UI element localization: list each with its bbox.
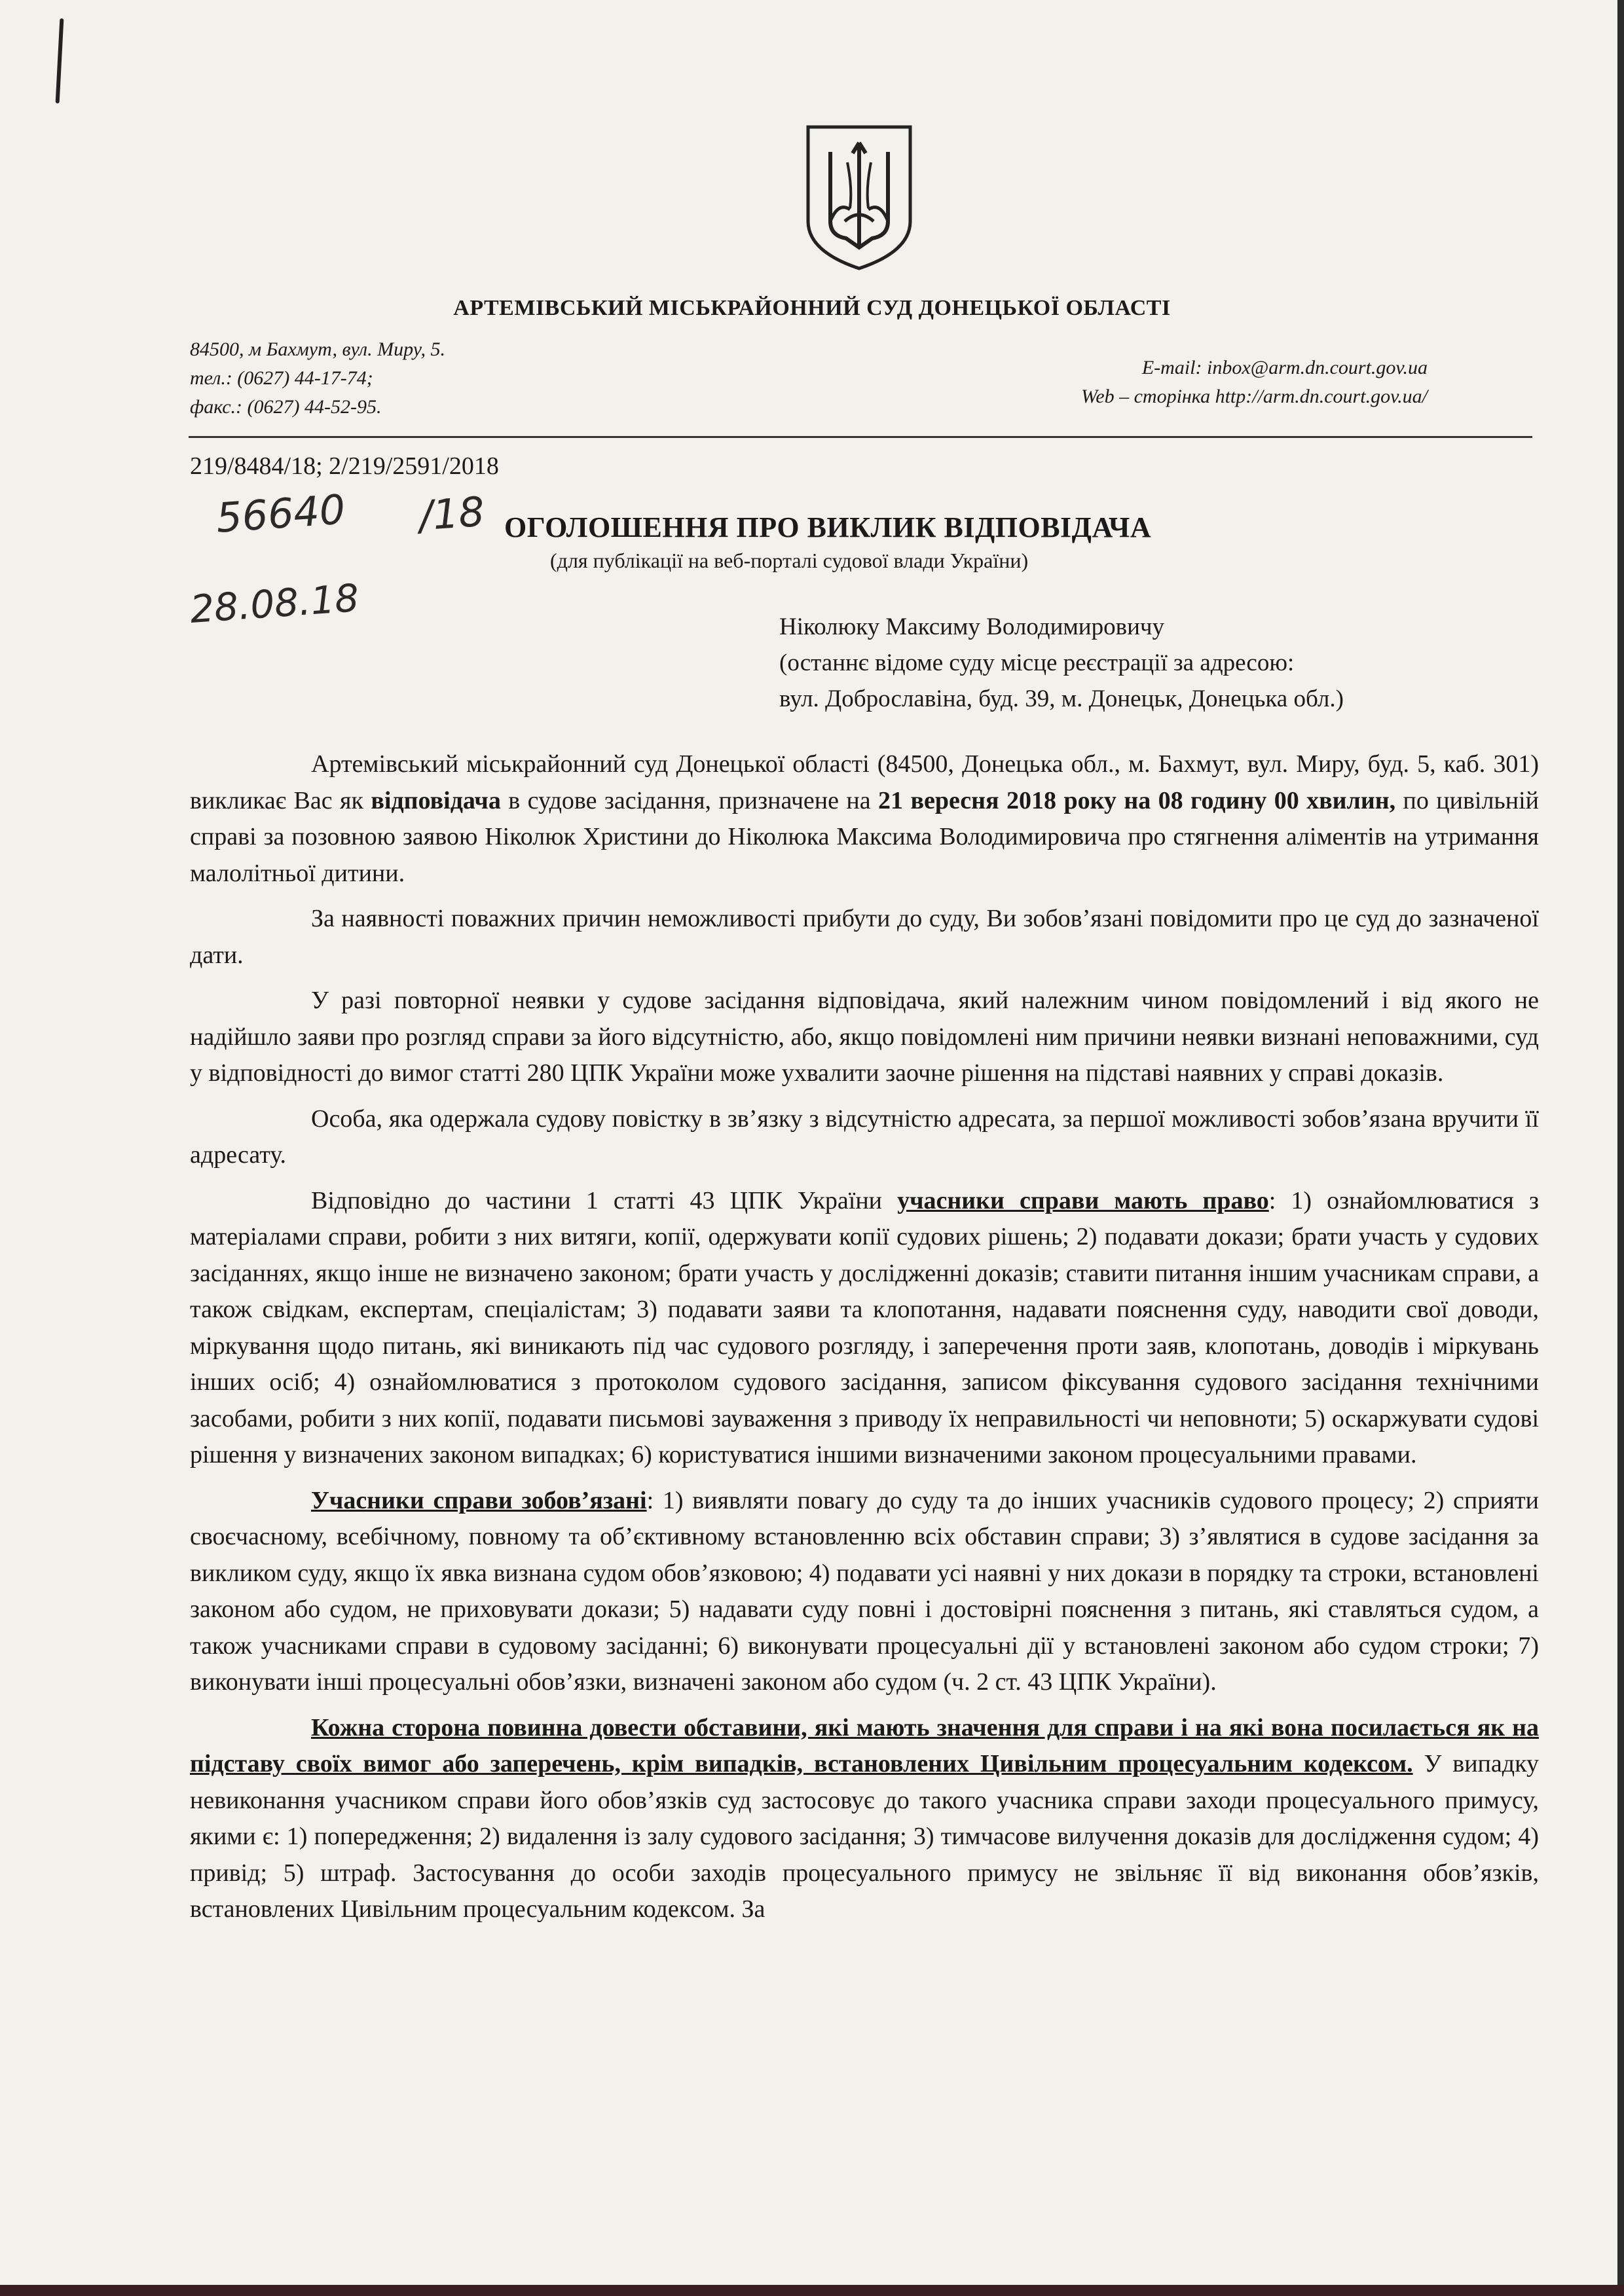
- addressee-name: Ніколюку Максиму Володимировичу: [779, 613, 1164, 640]
- burden-of-proof-statement: Кожна сторона повинна довести обставини, які мають значення для справи і на які вона посилається як на підставу своїх вимог або заперечень, крім випадків, встановлених Цивільним процесуальним кодексом.: [190, 1713, 1539, 1777]
- notice-body: [190, 746, 1539, 1937]
- scan-edge-bottom: [0, 2285, 1624, 2296]
- rights-intro: Відповідно до частини 1 статті 43 ЦПК України: [311, 1186, 898, 1214]
- addressee-address: вул. Доброславіна, буд. 39, м. Донецьк, Донецька обл.): [779, 685, 1344, 712]
- court-name: АРТЕМІВСЬКИЙ МІСЬКРАЙОННИЙ СУД ДОНЕЦЬКОЇ ОБЛАСТІ: [453, 296, 1171, 320]
- court-email: E-mail: inbox@arm.dn.court.gov.ua: [1141, 357, 1428, 378]
- court-contacts-left: [190, 335, 445, 422]
- rights-heading: учасники справи мають право: [897, 1186, 1269, 1214]
- paragraph-notify: За наявності поважних причин неможливості прибути до суду, Ви зобов’язані повідомити про це суд до зазначеної дати.: [190, 905, 1539, 969]
- document-subtitle: (для публікації на веб-порталі судової влади України): [550, 549, 1029, 572]
- role-defendant: відповідача: [371, 786, 501, 814]
- paragraph-duties: [190, 1483, 1539, 1701]
- duties-heading: Учасники справи зобов’язані: [311, 1486, 647, 1514]
- paragraph-burden-of-proof: [190, 1710, 1539, 1928]
- document-title: ОГОЛОШЕННЯ ПРО ВИКЛИК ВІДПОВІДАЧА: [504, 511, 1152, 543]
- hearing-datetime: 21 вересня 2018 року на 08 годину 00 хвилин,: [878, 786, 1396, 814]
- court-web: Web – сторінка http://arm.dn.court.gov.ua/: [1081, 386, 1428, 407]
- handwritten-number: 56640: [214, 485, 347, 542]
- scan-edge-right: [1617, 0, 1624, 2296]
- handwritten-date: 28.08.18: [188, 575, 361, 632]
- coat-of-arms-emblem: [804, 123, 914, 272]
- rights-list: : 1) ознайомлюватися з матеріалами справи, робити з них витяги, копії, одержувати копії судових рішень; 2) подавати докази; брати участь у судових засіданнях, якщо інше не визначено законом; брати участь у дослідженні доказів; ставити питання іншим учасникам справи, а також свідкам, експертам, спеціалістам; 3) подавати заяви та клопотання, надавати пояснення суду, наводити свої доводи, міркування щодо питань, які виникають під час судового розгляду, і заперечення проти заяв, клопотань, доводів і міркувань інших осіб; 4) ознайомлюватися з протоколом судового засідання, записом фіксування судового засідання технічними засобами, робити з них копії, подавати письмові зауваження з приводу їх неправильності чи неповноти; 5) оскаржувати судові рішення у визначених законом випадках; 6) користуватися іншими визначеними законом процесуальними правами.: [190, 1186, 1539, 1468]
- court-phone: тел.: (0627) 44-17-74;: [190, 367, 373, 389]
- addressee-block: [779, 609, 1344, 717]
- court-address: 84500, м Бахмут, вул. Миру, 5.: [190, 338, 446, 360]
- summons-text-3: по цивільній справі за позовною заявою Ніколюк Христини до Ніколюка Максима Володимировича про стягнення аліментів на утримання малолітньої дитини.: [190, 786, 1539, 887]
- summons-text: Артемівський міськрайонний суд Донецької області (84500, Донецька обл., м. Бахмут, вул. Миру, буд. 5, каб. 301) викликає Вас як: [190, 750, 1539, 814]
- pen-mark: [56, 18, 64, 103]
- court-contacts-right: [1081, 354, 1428, 411]
- paragraph-delivery: Особа, яка одержала судову повістку в зв’язку з відсутністю адресата, за першої можливості зобов’язана вручити її адресату.: [190, 1104, 1539, 1169]
- paragraph-rights: [190, 1183, 1539, 1474]
- duties-list: : 1) виявляти повагу до суду та до інших учасників судового процесу; 2) сприяти своєчасному, всебічному, повному та об’єктивному встановленню всіх обставин справи; 3) з’являтися в судове засідання за викликом суду, якщо їх явка визнана судом обов’язковою; 4) подавати усі наявні у них докази в порядку та строки, встановлені законом або судом, не приховувати докази; 5) надавати суду повні і достовірні пояснення з питань, які ставляться судом, а також учасниками справи в судовому засіданні; 6) виконувати процесуальні дії у встановлені законом або судом строки; 7) виконувати інші процесуальні обов’язки, визначені законом або судом (ч. 2 ст. 43 ЦПК України).: [190, 1486, 1539, 1696]
- handwritten-suffix: /18: [417, 487, 487, 540]
- header-divider: [189, 436, 1532, 438]
- paragraph-default-judgment: У разі повторної неявки у судове засідання відповідача, який належним чином повідомлений і від якого не надійшло заяви про розгляд справи за його відсутністю, або, якщо повідомлені ним причини неявки визнані неповажними, суд у відповідності до вимог статті 280 ЦПК України може ухвалити заочне рішення на підставі наявних у справі доказів.: [190, 987, 1539, 1087]
- coercion-measures: У випадку невиконання учасником справи його обов’язків суд застосовує до такого учасника справи заходи процесуального примусу, якими є: 1) попередження; 2) видалення із залу судового засідання; 3) тимчасове вилучення доказів для дослідження судом; 4) привід; 5) штраф. Застосування до особи заходів процесуального примусу не звільняє її від виконання обов’язків, встановлених Цивільним процесуальним кодексом. За: [190, 1750, 1539, 1923]
- addressee-note: (останнє відоме суду місце реєстрації за адресою:: [779, 649, 1295, 676]
- case-numbers: 219/8484/18; 2/219/2591/2018: [190, 452, 499, 480]
- paragraph-summons: [190, 746, 1539, 892]
- court-fax: факс.: (0627) 44-52-95.: [190, 396, 382, 418]
- summons-text-2: в судове засідання, призначене на: [500, 786, 879, 814]
